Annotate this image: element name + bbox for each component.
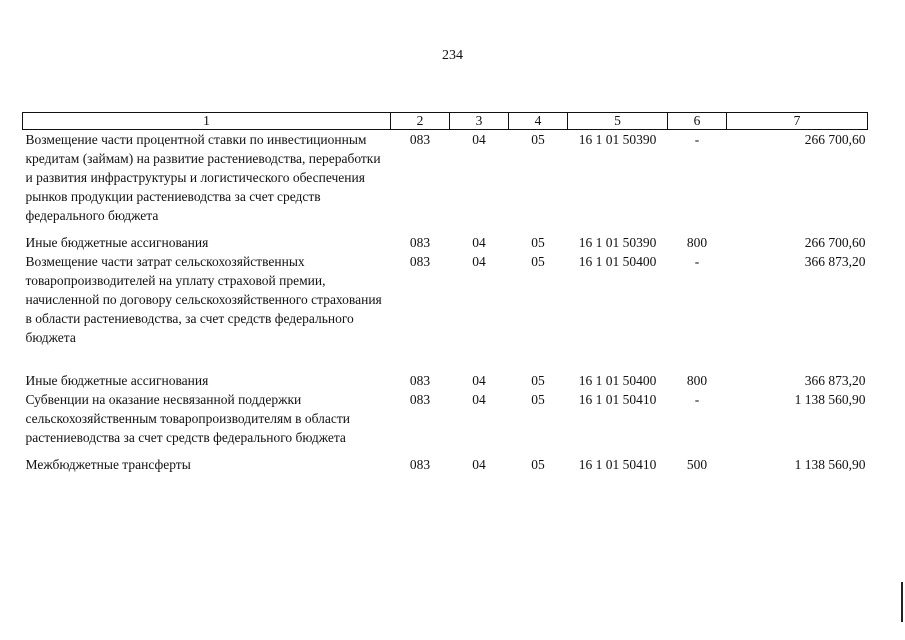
column-header-2: 2 bbox=[391, 113, 450, 130]
row-spacer bbox=[23, 225, 868, 233]
row-section-code: 04 bbox=[472, 457, 486, 472]
column-header-6: 6 bbox=[668, 113, 727, 130]
budget-table bbox=[22, 112, 868, 474]
table-row bbox=[23, 252, 868, 347]
row-subsection-code: 05 bbox=[531, 457, 545, 472]
row-amount: 266 700,60 bbox=[804, 132, 866, 147]
row-subsection-code: 05 bbox=[531, 132, 545, 147]
row-ministry-code: 083 bbox=[409, 132, 431, 147]
table-row bbox=[23, 455, 868, 474]
column-header-3: 3 bbox=[450, 113, 509, 130]
row-target-code: 16 1 01 50400 bbox=[578, 373, 657, 388]
row-subsection-code: 05 bbox=[531, 235, 545, 250]
row-spacer bbox=[23, 447, 868, 455]
row-ministry-code: 083 bbox=[409, 254, 431, 269]
row-section-code: 04 bbox=[472, 392, 486, 407]
row-name: Возмещение части процентной ставки по инвестиционным кредитам (займам) на развитие растениеводства, переработки и развития инфраструктуры и логистического обеспечения рынков продукции растениеводства за счет средств федерального бюджета bbox=[25, 132, 381, 223]
table-row bbox=[23, 130, 868, 226]
row-subsection-code: 05 bbox=[531, 254, 545, 269]
row-target-code: 16 1 01 50400 bbox=[578, 254, 657, 269]
row-amount: 1 138 560,90 bbox=[794, 457, 866, 472]
row-expense-type: - bbox=[694, 392, 700, 407]
row-target-code: 16 1 01 50390 bbox=[578, 235, 657, 250]
row-section-code: 04 bbox=[472, 373, 486, 388]
row-expense-type: - bbox=[694, 254, 700, 269]
column-header-1: 1 bbox=[23, 113, 391, 130]
row-spacer bbox=[23, 347, 868, 371]
row-section-code: 04 bbox=[472, 254, 486, 269]
row-expense-type: 800 bbox=[686, 373, 708, 388]
row-amount: 366 873,20 bbox=[804, 254, 866, 269]
row-section-code: 04 bbox=[472, 235, 486, 250]
row-ministry-code: 083 bbox=[409, 457, 431, 472]
table-header-row bbox=[23, 113, 868, 130]
column-header-5: 5 bbox=[568, 113, 668, 130]
row-amount: 266 700,60 bbox=[804, 235, 866, 250]
scan-edge-mark bbox=[901, 582, 903, 622]
table-row bbox=[23, 233, 868, 252]
column-header-7: 7 bbox=[727, 113, 868, 130]
column-header-4: 4 bbox=[509, 113, 568, 130]
row-ministry-code: 083 bbox=[409, 392, 431, 407]
row-target-code: 16 1 01 50410 bbox=[578, 457, 657, 472]
row-target-code: 16 1 01 50410 bbox=[578, 392, 657, 407]
row-expense-type: 500 bbox=[686, 457, 708, 472]
page-number: 234 bbox=[442, 48, 463, 63]
row-target-code: 16 1 01 50390 bbox=[578, 132, 657, 147]
row-name: Межбюджетные трансферты bbox=[25, 457, 191, 472]
row-name: Иные бюджетные ассигнования bbox=[25, 235, 209, 250]
row-amount: 1 138 560,90 bbox=[794, 392, 866, 407]
row-ministry-code: 083 bbox=[409, 235, 431, 250]
table-row bbox=[23, 390, 868, 447]
row-amount: 366 873,20 bbox=[804, 373, 866, 388]
row-expense-type: 800 bbox=[686, 235, 708, 250]
row-expense-type: - bbox=[694, 132, 700, 147]
row-subsection-code: 05 bbox=[531, 392, 545, 407]
row-name: Иные бюджетные ассигнования bbox=[25, 373, 209, 388]
row-subsection-code: 05 bbox=[531, 373, 545, 388]
table-row bbox=[23, 371, 868, 390]
row-name: Субвенции на оказание несвязанной поддержки сельскохозяйственным товаропроизводителям в области растениеводства за счет средств федерального бюджета bbox=[25, 392, 351, 445]
row-ministry-code: 083 bbox=[409, 373, 431, 388]
row-section-code: 04 bbox=[472, 132, 486, 147]
row-name: Возмещение части затрат сельскохозяйственных товаропроизводителей на уплату страховой премии, начисленной по договору сельскохозяйственного страхования в области растениеводства, за счет средств федерального бюджета bbox=[25, 254, 382, 345]
